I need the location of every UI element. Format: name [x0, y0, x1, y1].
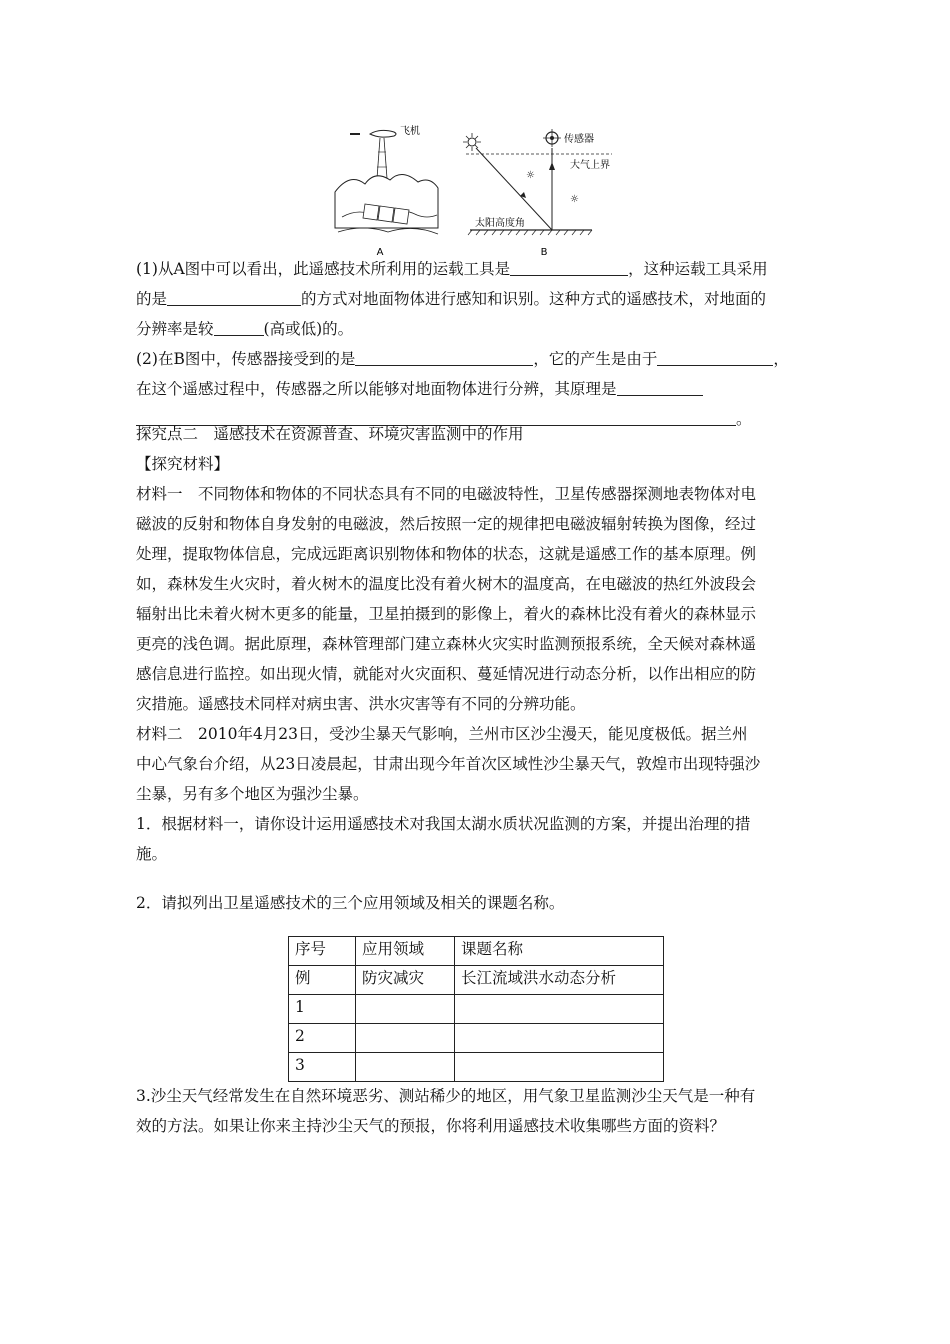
table-cell: 防灾减灾 [356, 966, 455, 995]
q1-line-1: (1)从A图中可以看出，此遥感技术所利用的运载工具是 ，这种运载工具采用 [136, 254, 816, 284]
sun-icon [463, 133, 481, 151]
table-cell: 3 [289, 1053, 356, 1082]
q1-blank-resolution[interactable] [214, 317, 264, 336]
table-cell-input[interactable] [455, 1024, 664, 1053]
table-cell-input[interactable] [356, 995, 455, 1024]
table-cell-input[interactable] [356, 1053, 455, 1082]
table-row [289, 966, 664, 995]
figure-b [463, 129, 612, 258]
sun-angle-label: 太阳高度角 [475, 218, 525, 229]
svg-text:☼: ☼ [570, 194, 579, 205]
material2-line: 尘暴，另有多个地区为强沙尘暴。 [136, 785, 369, 803]
remote-sensing-figure [330, 122, 630, 262]
q2-blank-principle[interactable] [617, 377, 703, 396]
material2-line: 中心气象台介绍，从23日凌晨起，甘肃出现今年首次区域性沙尘暴天气，敦煌市出现特强沙 [136, 755, 761, 773]
sensor-label: 传感器 [564, 134, 594, 145]
table-cell-input[interactable] [356, 1024, 455, 1053]
material1-line: 感信息进行监控。如出现火情，就能对火灾面积、蔓延情况进行动态分析，以作出相应的防 [136, 665, 757, 683]
plane-label: 飞机 [400, 126, 420, 137]
table-cell: 1 [289, 995, 356, 1024]
table-cell-input[interactable] [455, 995, 664, 1024]
application-table [288, 936, 664, 1082]
material1-line: 辐射出比未着火树木更多的能量，卫星拍摄到的影像上，着火的森林比没有着火的森林显示 [136, 605, 757, 623]
table-header-row [289, 937, 664, 966]
question1-line: 施。 [136, 845, 168, 863]
q2-line-1: (2)在B图中，传感器接受到的是 ，它的产生是由于 ， [136, 344, 816, 374]
table-cell-input[interactable] [455, 1053, 664, 1082]
material1-line: 处理，提取物体信息，完成远距离识别物体和物体的状态，这就是遥感工作的基本原理。例 [136, 545, 757, 563]
table-cell: 2 [289, 1024, 356, 1053]
q1-line-2: 的是 的方式对地面物体进行感知和识别。这种方式的遥感技术，对地面的 [136, 284, 816, 314]
table-cell: 例 [289, 966, 356, 995]
question3: 3.沙尘天气经常发生在自然环境恶劣、测站稀少的地区，用气象卫星监测沙尘天气是一种有 效的方法。如果让你来主持沙尘天气的预报，你将利用遥感技术收集哪些方面的资料？ [136, 1087, 756, 1135]
table-header: 序号 [289, 937, 356, 966]
materials-section [136, 419, 816, 869]
question2: 2．请拟列出卫星遥感技术的三个应用领域及相关的课题名称。 [136, 894, 565, 912]
table-row [289, 1053, 664, 1082]
sensor-icon [543, 129, 561, 147]
material1-line: 如，森林发生火灾时，着火树木的温度比没有着火树木的温度高，在电磁波的热红外波段会 [136, 575, 757, 593]
section-title: 探究点二 遥感技术在资源普查、环境灾害监测中的作用 [136, 425, 524, 443]
table-row [289, 1024, 664, 1053]
q2-line-2: 在这个遥感过程中，传感器之所以能够对地面物体进行分辨，其原理是 [136, 374, 816, 404]
table-cell: 长江流域洪水动态分析 [455, 966, 664, 995]
table-header: 应用领域 [356, 937, 455, 966]
q2-line-3: 。 [136, 404, 816, 434]
atmosphere-label: 大气上界 [570, 160, 610, 171]
material1-line: 材料一 不同物体和物体的不同状态具有不同的电磁波特性，卫星传感器探测地表物体对电 [136, 485, 757, 503]
table-header: 课题名称 [455, 937, 664, 966]
table-row [289, 995, 664, 1024]
question1-line: 1．根据材料一，请你设计运用遥感技术对我国太湖水质状况监测的方案，并提出治理的措 [136, 815, 751, 833]
q1-line-3: 分辨率是较 (高或低)的。 [136, 314, 816, 344]
figure-b-caption: B [540, 247, 548, 258]
material1-line: 磁波的反射和物体自身发射的电磁波，然后按照一定的规律把电磁波辐射转换为图像，经过 [136, 515, 757, 533]
material1-line: 更亮的浅色调。据此原理，森林管理部门建立森林火灾实时监测预报系统，全天候对森林遥 [136, 635, 757, 653]
q1-blank-vehicle[interactable] [510, 257, 628, 276]
q2-blank-received[interactable] [355, 347, 533, 366]
q1-blank-method[interactable] [167, 287, 301, 306]
material2-line: 材料二 2010年4月23日，受沙尘暴天气影响，兰州市区沙尘漫天，能见度极低。据兰州 [136, 725, 748, 743]
figure-questions [136, 254, 816, 434]
svg-text:☼: ☼ [526, 170, 535, 181]
material-heading: 【探究材料】 [136, 455, 230, 473]
material1-line: 灾措施。遥感技术同样对病虫害、洪水灾害等有不同的分辨功能。 [136, 695, 586, 713]
figure-a-caption: A [376, 247, 384, 258]
figure-a [335, 124, 438, 258]
q2-blank-cause[interactable] [657, 347, 773, 366]
